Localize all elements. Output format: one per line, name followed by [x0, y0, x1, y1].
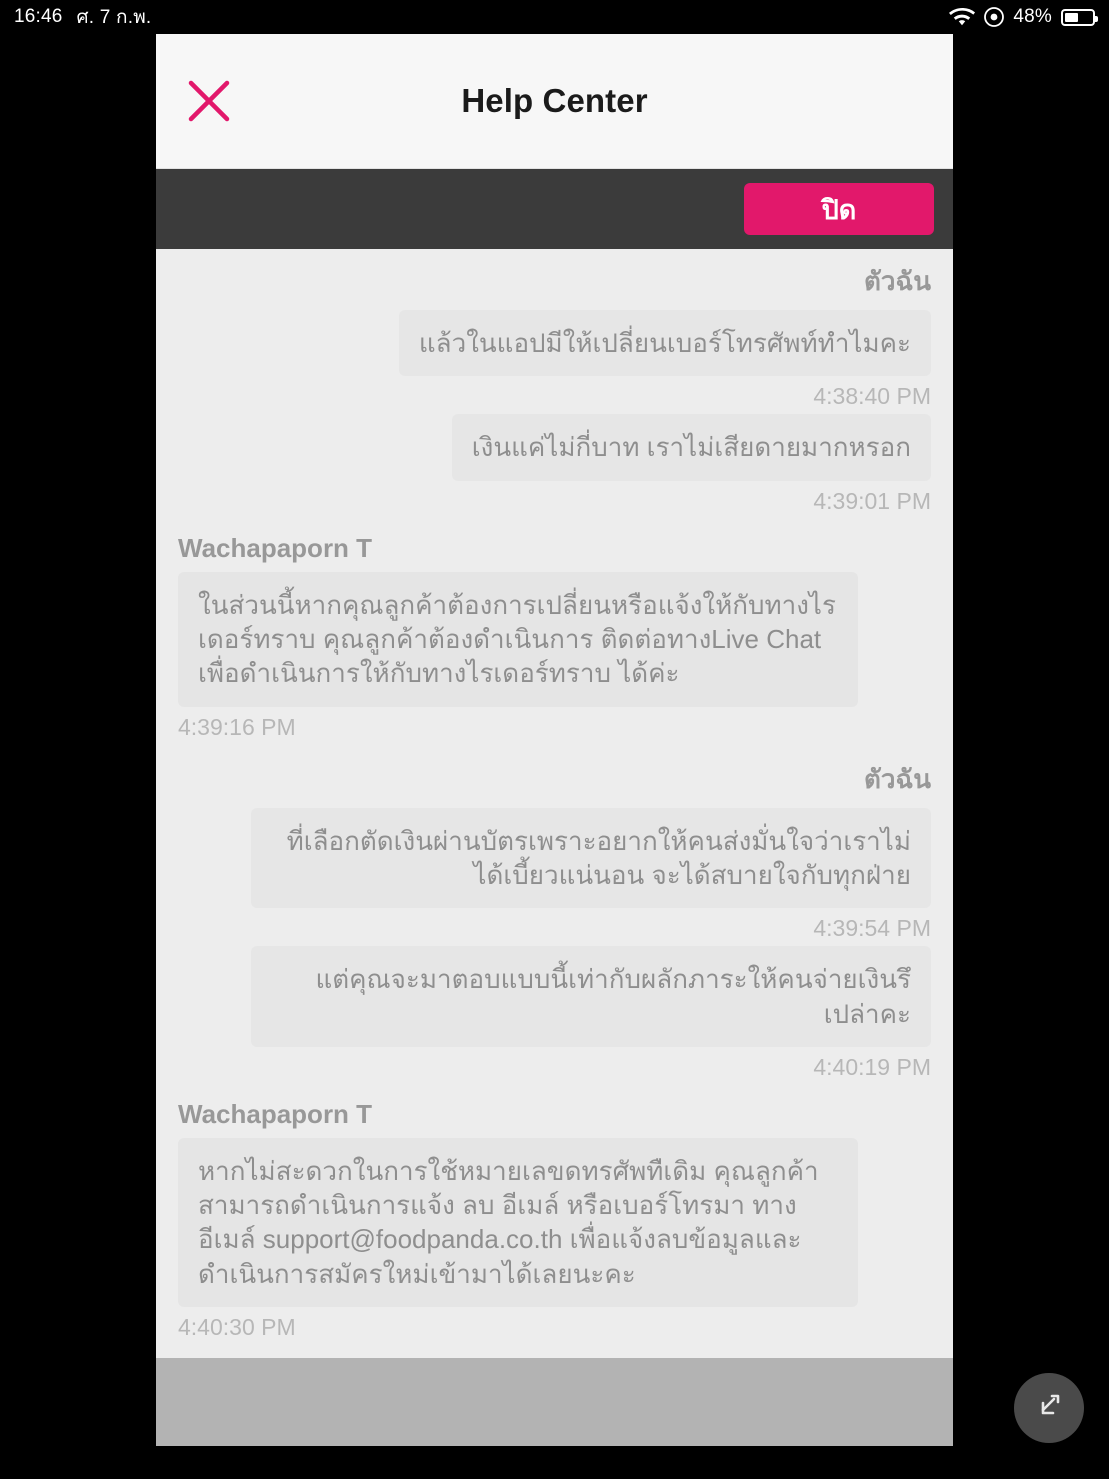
message-bubble[interactable]: ในส่วนนี้หากคุณลูกค้าต้องการเปลี่ยนหรือแจ้งให้กับทางไรเดอร์ทราบ คุณลูกค้าต้องดำเนินการ ติดต่อทางLive Chat เพื่อดำเนินการให้กับทางไรเดอร์ทราบ ได้ค่ะ: [178, 572, 858, 707]
message-timestamp: 4:39:16 PM: [178, 713, 296, 740]
message-sender: ตัวฉัน: [864, 266, 931, 296]
message-sender: Wachapaporn T: [178, 1098, 373, 1129]
status-date: ศ. 7 ก.พ.: [76, 7, 152, 28]
message-bubble[interactable]: แล้วในแอปมีให้เปลี่ยนเบอร์โทรศัพท์ทำไมคะ: [399, 310, 931, 376]
location-icon: [984, 7, 1004, 27]
collapse-arrow-icon[interactable]: [1014, 1373, 1084, 1443]
modal-header: [156, 34, 953, 169]
chat-message-list: [178, 261, 931, 1341]
chat-transcript[interactable]: [156, 249, 953, 1359]
message-bubble[interactable]: หากไม่สะดวกในการใช้หมายเลขดทรศัพทืเดิม คุณลูกค้าสามารถดำเนินการแจ้ง ลบ อีเมล์ หรือเบอร์โทรมา ทางอีเมล์ support@foodpanda.co.th เพื่อแจ้งลบข้อมูลและดำเนินการสมัครใหม่เข้ามาได้เลยนะคะ: [178, 1138, 858, 1307]
message-timestamp: 4:39:01 PM: [813, 487, 931, 514]
message-bubble[interactable]: แต่คุณจะมาตอบแบบนี้เท่ากับผลักภาระให้คนจ่ายเงินรึเปล่าคะ: [251, 946, 931, 1047]
message-bubble[interactable]: ที่เลือกตัดเงินผ่านบัตรเพราะอยากให้คนส่งมั่นใจว่าเราไม่ได้เบี้ยวแน่นอน จะได้สบายใจกับทุกฝ่าย: [251, 808, 931, 909]
message-timestamp: 4:40:19 PM: [813, 1053, 931, 1080]
message-timestamp: 4:40:30 PM: [178, 1314, 296, 1341]
status-bar-left: [14, 2, 151, 32]
bottom-bar: [156, 1358, 953, 1446]
chat-message: [178, 533, 931, 741]
wifi-icon: [949, 8, 975, 27]
message-sender: ตัวฉัน: [864, 763, 931, 794]
battery-icon: [1061, 9, 1095, 26]
status-bar-right: [949, 6, 1095, 28]
chat-message: [178, 759, 931, 943]
help-center-modal: [156, 34, 953, 1446]
chat-message: [178, 261, 931, 410]
message-row: [178, 808, 931, 909]
message-row: [178, 414, 931, 480]
close-button[interactable]: ปิด: [744, 183, 934, 235]
message-row: [178, 310, 931, 376]
status-bar: [0, 0, 1109, 34]
message-bubble[interactable]: เงินแค่ไม่กี่บาท เราไม่เสียดายมากหรอก: [452, 414, 931, 480]
modal-toolbar: [156, 169, 953, 249]
message-timestamp: 4:39:54 PM: [813, 915, 931, 942]
message-row: [178, 572, 931, 707]
close-icon[interactable]: [186, 78, 232, 124]
battery-percent-label: 48%: [1013, 6, 1052, 27]
message-row: [178, 946, 931, 1047]
page-title: Help Center: [461, 82, 648, 119]
message-timestamp: 4:38:40 PM: [813, 383, 931, 410]
chat-message: [178, 1099, 931, 1341]
message-sender: Wachapaporn T: [178, 532, 373, 563]
chat-message: [178, 946, 931, 1081]
chat-message: [178, 414, 931, 514]
message-row: [178, 1138, 931, 1307]
status-time: 16:46: [14, 6, 63, 27]
